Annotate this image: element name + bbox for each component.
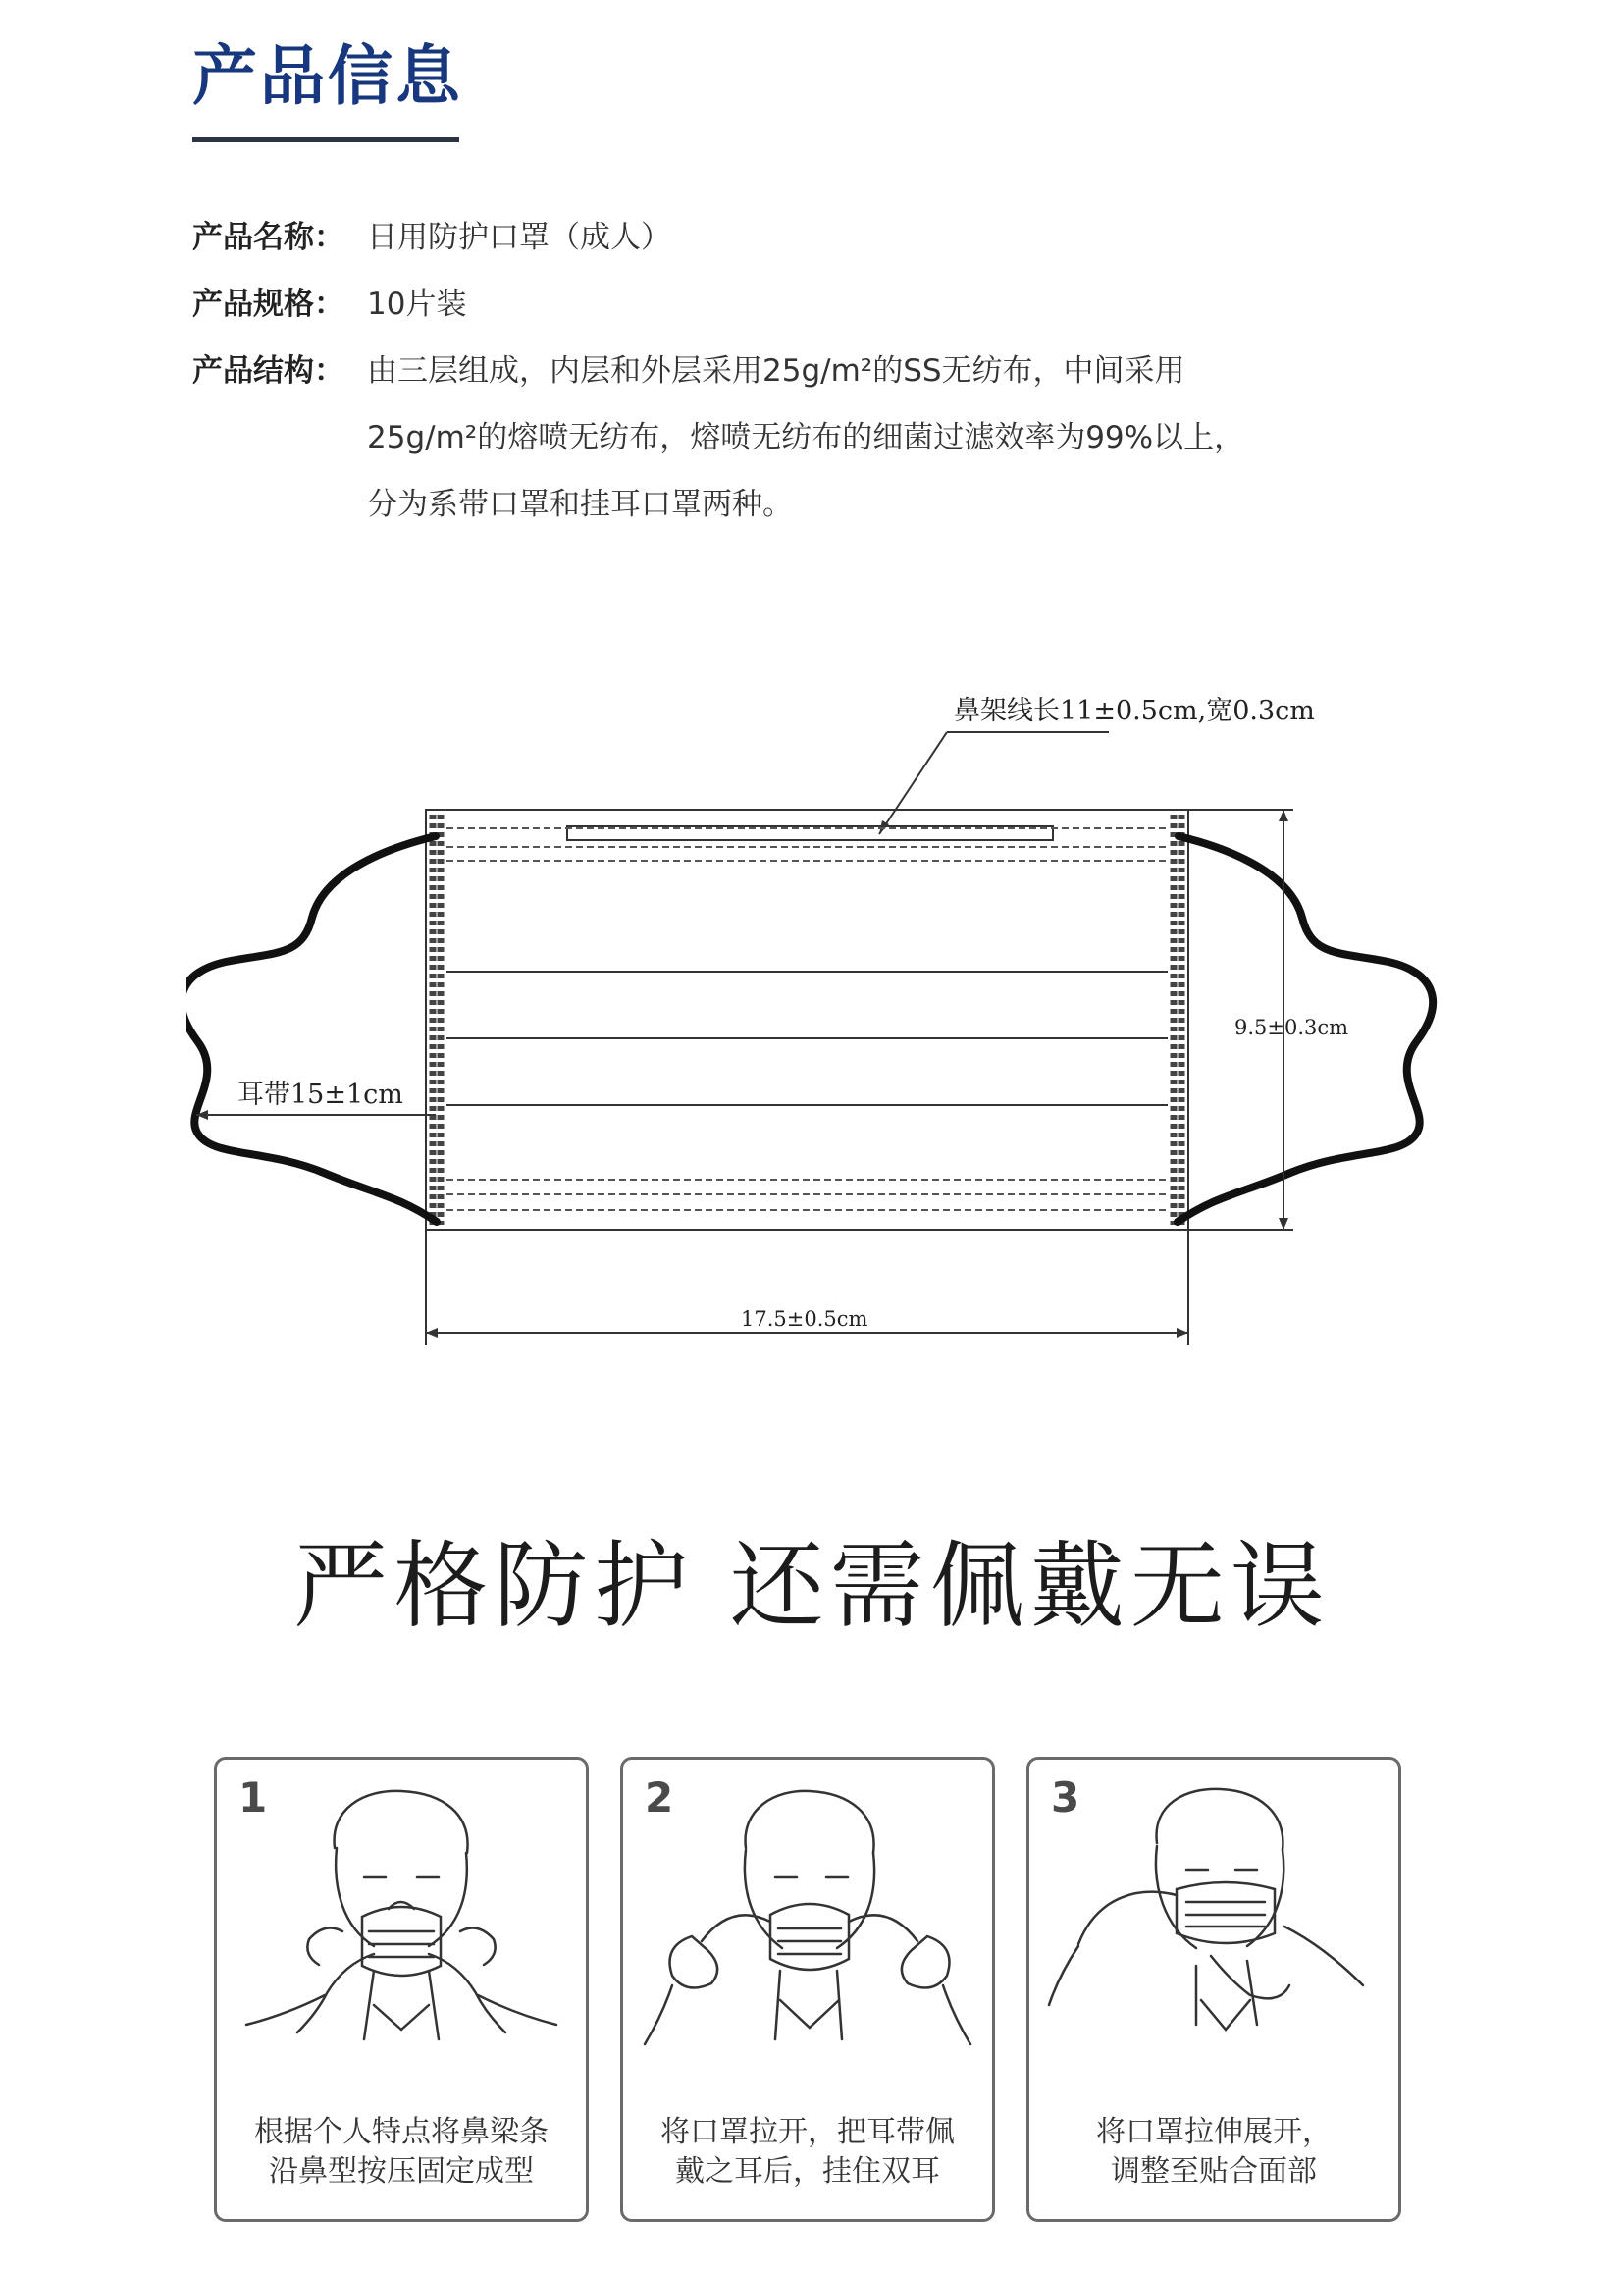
step-card-2 — [620, 1757, 995, 2222]
info-value — [367, 204, 671, 271]
person-hooking-ear-loops-illustration — [633, 1779, 982, 2103]
info-row-spec — [192, 271, 1468, 338]
person-pressing-nose-wire-illustration — [227, 1779, 576, 2103]
step-description — [633, 2113, 982, 2191]
step-card-3 — [1026, 1757, 1401, 2222]
step-number: 2 — [645, 1773, 674, 1821]
info-row-structure — [192, 338, 1468, 538]
step-number: 1 — [238, 1773, 268, 1821]
width-label: 17.5±0.5cm — [741, 1307, 868, 1331]
info-key: 产品名称： — [192, 220, 344, 255]
info-value-line: 由三层组成，内层和外层采用25g/m²的SS无纺布，中间采用 — [367, 353, 1185, 389]
info-value-line: 10片装 — [367, 287, 467, 322]
height-label: 9.5±0.3cm — [1234, 1016, 1349, 1039]
product-info-list — [192, 204, 1468, 538]
title-underline — [192, 137, 459, 142]
mask-dimension-diagram — [186, 677, 1442, 1364]
info-value — [367, 338, 1244, 538]
step-description-line: 戴之耳后，挂住双耳 — [675, 2154, 940, 2189]
section-title: 产品信息 — [192, 38, 463, 114]
info-key: 产品规格： — [192, 287, 344, 322]
ear-loop-label: 耳带15±1cm — [237, 1080, 403, 1110]
step-description-line: 调整至贴合面部 — [1111, 2154, 1317, 2189]
step-description-line: 将口罩拉开，把耳带佩 — [660, 2115, 955, 2149]
step-card-1 — [214, 1757, 589, 2222]
nose-wire-label: 鼻架线长11±0.5cm,宽0.3cm — [954, 696, 1315, 726]
step-description — [227, 2113, 576, 2191]
step-description — [1039, 2113, 1388, 2191]
step-description-line: 沿鼻型按压固定成型 — [269, 2154, 534, 2189]
step-description-line: 根据个人特点将鼻梁条 — [254, 2115, 549, 2149]
left-ear-loop — [186, 836, 437, 1222]
step-description-line: 将口罩拉伸展开， — [1096, 2115, 1332, 2149]
info-value-line: 日用防护口罩（成人） — [367, 220, 671, 255]
info-key: 产品结构： — [192, 353, 344, 389]
info-value — [367, 271, 466, 338]
step-number: 3 — [1051, 1773, 1080, 1821]
info-value-line: 25g/m²的熔喷无纺布，熔喷无纺布的细菌过滤效率为99%以上， — [367, 420, 1245, 455]
info-value-line: 分为系带口罩和挂耳口罩两种。 — [367, 487, 793, 522]
person-adjusting-mask-illustration — [1039, 1779, 1388, 2103]
info-row-name — [192, 204, 1468, 271]
slogan-heading: 严格防护 还需佩戴无误 — [293, 1531, 1331, 1641]
mask-body — [426, 810, 1188, 1230]
